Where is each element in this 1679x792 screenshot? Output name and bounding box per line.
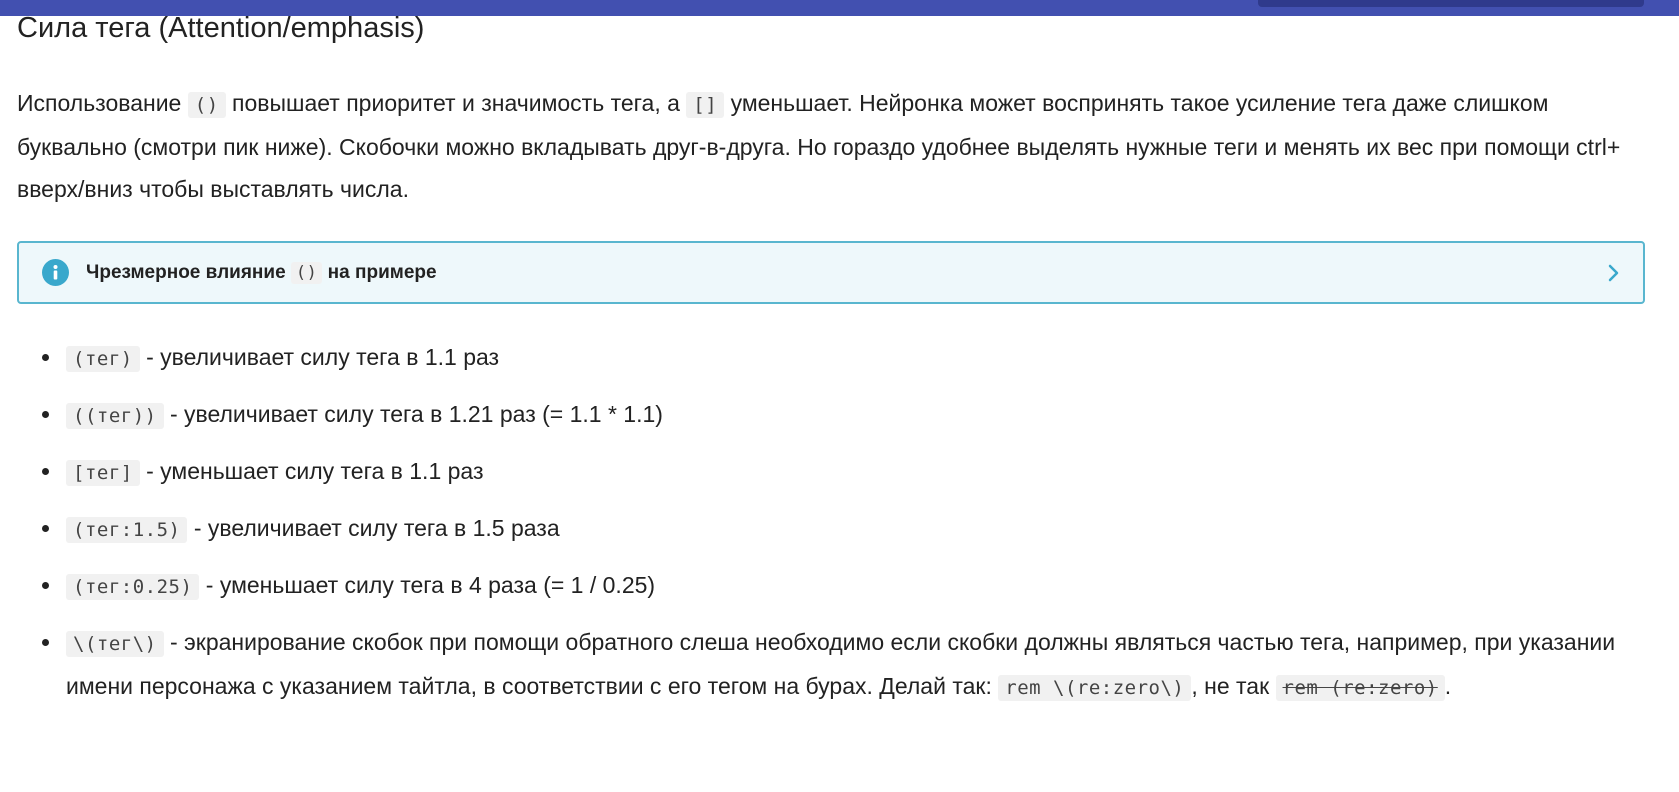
admonition-title-text-2: на примере — [322, 261, 437, 283]
collapsible-info-admonition[interactable] — [17, 241, 1645, 304]
intro-paragraph — [17, 82, 1645, 210]
incorrect-example-code — [1276, 675, 1445, 701]
syntax-code: (тег:1.5) — [66, 517, 187, 543]
strikethrough-text: rem (re:zero) — [1282, 677, 1438, 699]
syntax-description: - уменьшает силу тега в 4 раза (= 1 / 0.25) — [199, 572, 656, 598]
syntax-description: - увеличивает силу тега в 1.21 раз (= 1.1 * 1.1) — [163, 401, 663, 427]
intro-text-3: уменьшает. Нейронка может воспринять такое усиление тега даже слишком буквально (смотри пик ниже). Скобочки можно вкладывать друг-в-друга. Но гораздо удобнее выделять нужные теги и менять их вес при помощи ctrl+ вверх/вниз чтобы выставлять числа. — [17, 90, 1621, 202]
info-icon — [42, 259, 69, 286]
search-box[interactable] — [1258, 0, 1644, 7]
intro-code-brackets: [] — [686, 92, 724, 118]
list-item — [17, 336, 1645, 380]
syntax-description: - уменьшает силу тега в 1.1 раз — [139, 458, 484, 484]
list-item — [17, 564, 1645, 608]
admonition-title-code: () — [291, 262, 322, 284]
section-title: Сила тега (Attention/emphasis) — [17, 12, 425, 44]
list-item — [17, 507, 1645, 551]
intro-text-1: Использование — [17, 90, 188, 116]
list-item-escape — [17, 621, 1645, 709]
syntax-code: (тег) — [66, 346, 140, 372]
example-separator: , не так — [1191, 673, 1276, 699]
syntax-description: - увеличивает силу тега в 1.1 раз — [139, 344, 500, 370]
correct-example-code: rem \(re:zero\) — [998, 675, 1191, 701]
syntax-description: - увеличивает силу тега в 1.5 раза — [187, 515, 560, 541]
list-item — [17, 450, 1645, 494]
intro-text-2: повышает приоритет и значимость тега, а — [225, 90, 687, 116]
list-item — [17, 393, 1645, 437]
intro-code-parens: () — [188, 92, 226, 118]
admonition-title-text-1: Чрезмерное влияние — [86, 261, 291, 283]
admonition-title — [86, 262, 437, 284]
syntax-code: [тег] — [66, 460, 140, 486]
syntax-code: \(тег\) — [66, 631, 164, 657]
syntax-code: (тег:0.25) — [66, 574, 199, 600]
sentence-end: . — [1444, 673, 1452, 699]
syntax-code: ((тег)) — [66, 403, 164, 429]
syntax-description: - экранирование скобок при помощи обратного слеша необходимо если скобки должны являться частью тега, например, при указании имени персонажа с указанием тайтла, в соответствии с его тегом на бурах. Делай так: — [66, 629, 1616, 699]
chevron-right-icon[interactable] — [1607, 263, 1621, 288]
tag-weight-list — [17, 336, 1645, 722]
